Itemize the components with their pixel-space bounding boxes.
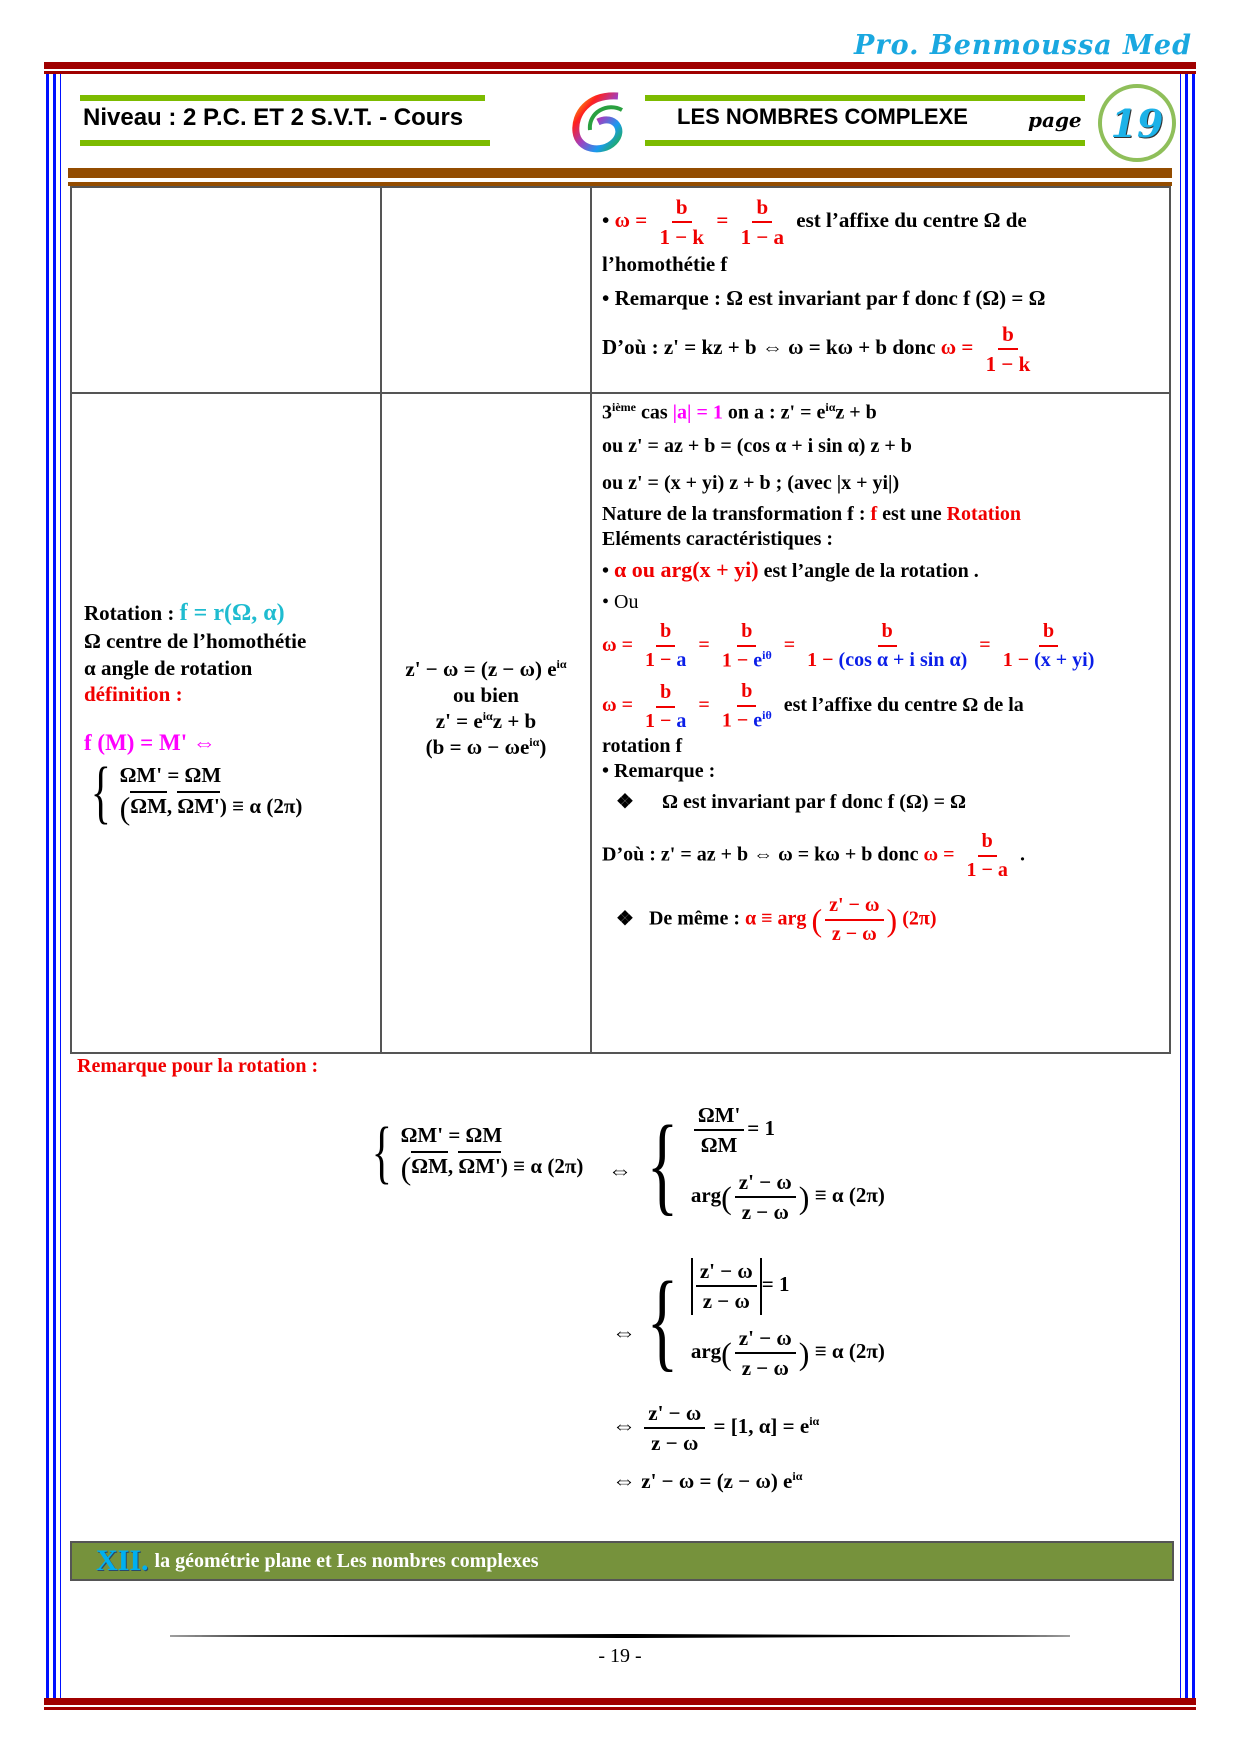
right-border-bar [1180,74,1181,1698]
footer-page-number: - 19 - [598,1645,642,1667]
header-brown-bar [68,168,1172,178]
equivalence-symbol: ⇔ [608,1158,632,1184]
rotation-heading: Rotation : f = r(Ω, α) [84,600,285,627]
page-number: 19 [1110,100,1164,146]
omega-formula-chain: ω = $\frac{b}{1 - a}$ = $\frac{b}{1 - e^{i\theta}}$ = $\frac{b}{\text{1 − (cos α + i sin α)}}$ = $\frac{b}{1 - (x + yi)}$ [602,619,1095,672]
diamond-bullet-icon: ❖ [616,790,634,813]
cell-details [591,187,1170,393]
footer-divider [170,1634,1070,1638]
fraction: $\frac{b}{1 - a}$ [740,195,785,250]
level-title: Niveau : 2 P.C. ET 2 S.V.T. - Cours [83,104,464,131]
header-green-line [80,140,490,146]
definition-label: définition : [84,681,183,706]
chapter-title: LES NOMBRES COMPLEXE [677,104,968,129]
cell-definition [71,187,381,393]
left-border-bar [53,74,56,1698]
table-row-homothety [71,187,1170,393]
definition-system: { ΩM' = ΩM (ΩM, ΩM') ≡ α (2π) [90,753,303,831]
bottom-rule [44,1698,1196,1705]
center-affix-line: ω = $\frac{b}{1 - a}$ = $\frac{b}{1 - e^{i\theta}}$ est l’affixe du centre Ω de la [602,680,1024,732]
header-green-line [645,95,1085,101]
page-number-badge [1098,84,1176,162]
remark-step-4: ⇔ $\frac{z' - \omega}{z - \omega}$ = [1, $\alpha] = e^{i\alpha}$ [612,1401,820,1456]
cell-expression: z' − ω = (z − ω) $e^{i\alpha}$ ou bien $z' = e^{i\alpha}z + b$ $(b = \omega - \omega e^{i\alpha})$ [381,393,591,1053]
header-green-line [645,140,1085,146]
conclusion-line: D’où : z' = kz + b ⇔ ω = kω + b donc ω = $\frac{b}{1 - k}$ [602,321,1169,378]
remark-step-5: ⇔ z' − ω = (z − ω) $e^{i\alpha}$ [612,1468,803,1494]
right-border-bar [1185,74,1188,1698]
remark-system-left: { ΩM' = ΩM (ΩM, ΩM') ≡ α (2π) [371,1114,584,1191]
fraction: $\frac{b}{1 - k}$ [659,195,705,250]
case-line: 3ième cas |a| = 1 on a : $z' = e^{i\alpha}z + b$ [602,400,877,424]
author-signature: Pro. Benmoussa Med [854,30,1192,61]
text-line: Ω centre de l’homothétie [84,629,307,654]
section-title: la géométrie plane et Les nombres complexes [154,1549,539,1572]
table-row-rotation [71,393,1170,1053]
remark-system-3: { $\frac{z' - \omega}{z - \omega}$ = 1 arg( $\frac{z' - \omega}{z - \omega}$ ) ≡ α (2π) [646,1258,885,1381]
section-number: XII. [96,1544,149,1577]
rainbow-six-logo-icon [568,88,640,160]
left-border-bar [60,74,61,1698]
remark-title: Remarque pour la rotation : [77,1055,319,1077]
diamond-bullet-icon: ❖ [616,907,634,930]
section-header-xii [70,1541,1174,1581]
text-line: l’homothétie f [602,251,728,276]
right-border-bar [1192,74,1195,1698]
bottom-rule-thin [44,1707,1196,1710]
header-green-line [80,95,485,101]
left-border-bar [46,74,49,1698]
fraction: $\frac{b}{1 - k}$ [985,322,1031,377]
remark-system-2: { $\frac{\Omega M'}{\Omega M}$ = 1 arg( $\frac{z' - \omega}{z - \omega}$ ) ≡ α (2π) [646,1102,885,1225]
transformations-table [70,186,1171,1054]
remark-line: • Remarque : Ω est invariant par f donc f (Ω) = Ω [602,285,1046,310]
top-rule [44,62,1196,69]
cell-expression [381,187,591,393]
cell-details: 3ième cas |a| = 1 on a : $z' = e^{i\alpha}z + b$ ou z' = az + b = (cos α + i sin α) z + b ou z' = (x + yi) z + b ; (avec |x + yi|) Nature de la transformation f : f est une Rotation Eléments caractéristiques : • α ou arg(x + yi) est l’angle de la rotation . • Ou ω = $\frac{b}{1 - a}$ = $\frac{b}{1 - e^{i\theta}}$ = $\frac{b}{\text{1 − (cos α + i sin α)}}$ = $\frac{b}{1 - (x + yi)}$ ω = $\frac{b}{1 - a}$ = $\frac{b}{1 - e^{i\theta}}$ est l’affixe du centre Ω de la rotation f • Remarque : ❖ Ω est invariant par f donc f (Ω) = Ω D’où : z' = az + b ⇔ ω = kω + b donc ω = $\frac{b}{1 - a}$ . ❖ De même : α ≡ arg ( $\frac{z' - \omega}{z - \omega}$ ) (2π) [591,393,1170,1053]
equivalence-symbol: ⇔ [612,1320,636,1346]
text-line: α angle de rotation [84,655,253,680]
cell-definition [71,393,381,1053]
top-rule-thin [44,71,1196,74]
center-affix-line: • ω = $\frac{b}{1 - k}$ = $\frac{b}{1 - a}$ est l’affixe du centre Ω de [602,195,1027,250]
definition-formula: f (M) = M' ⇔ [84,730,216,755]
page-label: page [1028,108,1082,132]
